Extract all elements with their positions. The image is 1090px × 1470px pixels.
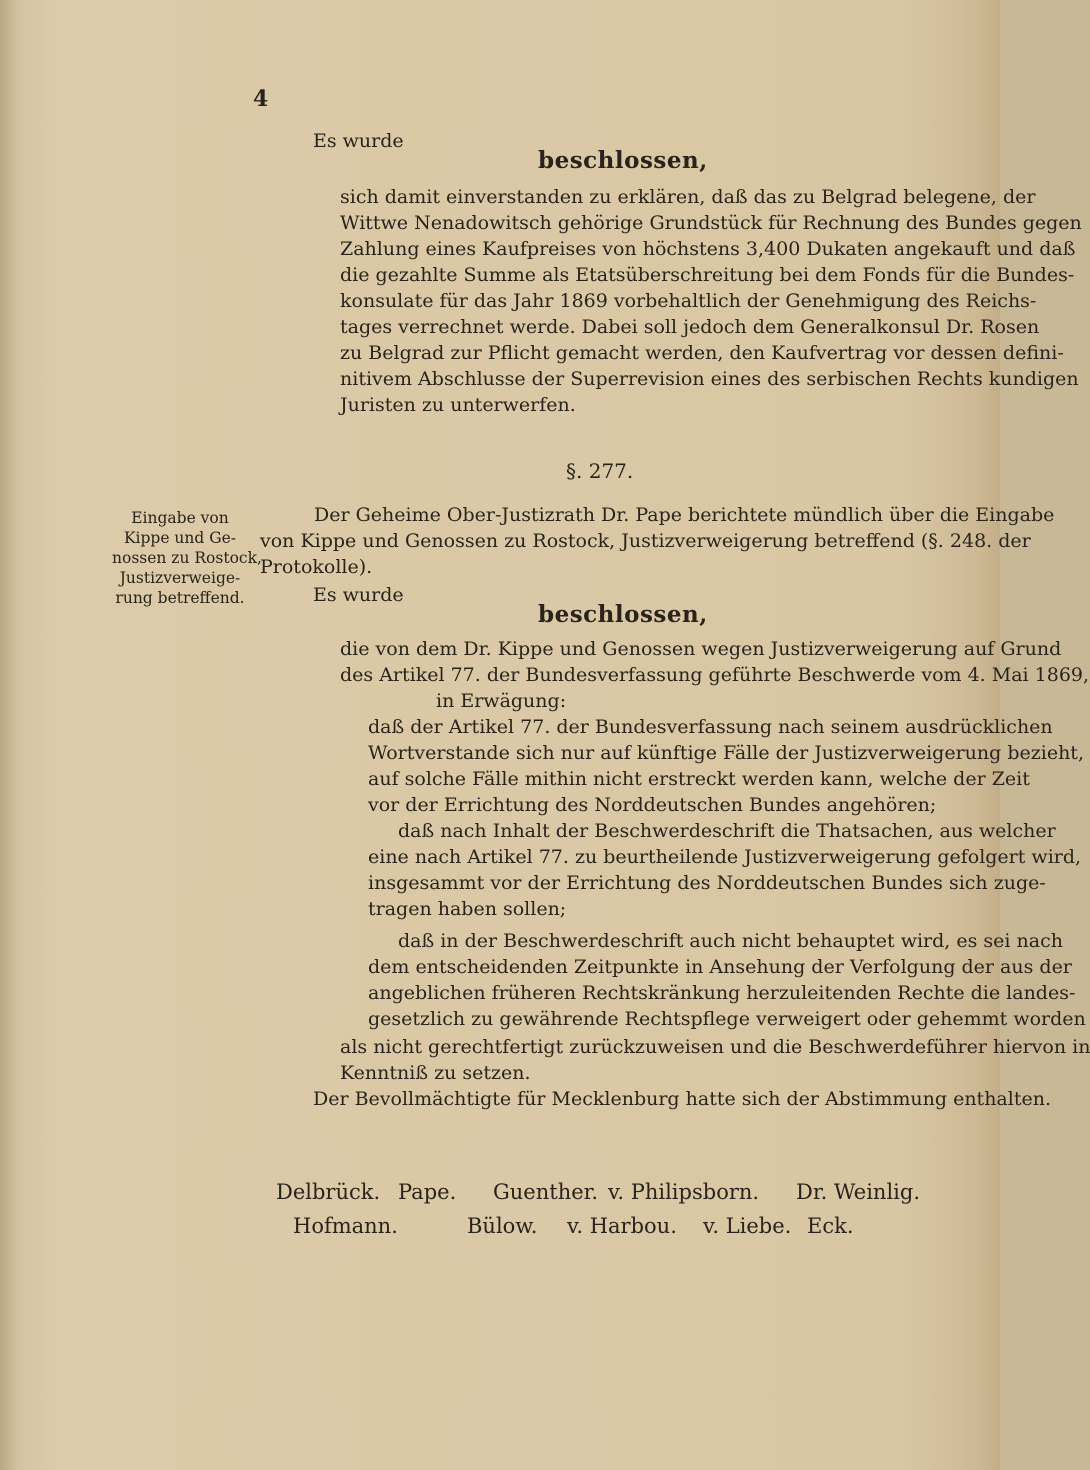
- body-line: als nicht gerechtfertigt zurückzuweisen und die Beschwerdeführer hiervon in: [340, 1036, 1090, 1058]
- body-line: die gezahlte Summe als Etatsüberschreitung bei dem Fonds für die Bundes-: [340, 264, 1075, 286]
- section1-heading: beschlossen,: [538, 147, 708, 174]
- body-line: gesetzlich zu gewährende Rechtspflege verweigert oder gehemmt worden: [368, 1008, 1086, 1030]
- body-line: Protokolle).: [260, 556, 373, 578]
- body-line: Juristen zu unterwerfen.: [340, 394, 576, 416]
- consideration-para-1: [368, 714, 1084, 818]
- signature: Eck.: [807, 1214, 854, 1238]
- section1-body: [340, 184, 1082, 418]
- body-line: die von dem Dr. Kippe und Genossen wegen Justizverweigerung auf Grund: [340, 638, 1062, 660]
- body-line: auf solche Fälle mithin nicht erstreckt werden kann, welche der Zeit: [368, 768, 1030, 790]
- signature: Pape.: [398, 1180, 457, 1204]
- body-line: Wittwe Nenadowitsch gehörige Grundstück für Rechnung des Bundes gegen: [340, 212, 1082, 234]
- signature-row-1: [0, 1180, 1000, 1210]
- decision-text: [340, 636, 1090, 688]
- body-line: nitivem Abschlusse der Superrevision eines des serbischen Rechts kundigen: [340, 368, 1079, 390]
- body-line: Der Bevollmächtigte für Mecklenburg hatte sich der Abstimmung enthalten.: [313, 1088, 1051, 1110]
- body-line: Zahlung eines Kaufpreises von höchstens 3,400 Dukaten angekauft und daß: [340, 238, 1076, 260]
- signature: Delbrück.: [276, 1180, 381, 1204]
- body-line: dem entscheidenden Zeitpunkte in Ansehung der Verfolgung der aus der: [368, 956, 1072, 978]
- consideration-para-3: [368, 928, 1086, 1032]
- signature: v. Harbou.: [567, 1214, 677, 1238]
- section-number: §. 277.: [566, 459, 634, 483]
- body-line: tages verrechnet werde. Dabei soll jedoch dem Generalkonsul Dr. Rosen: [340, 316, 1040, 338]
- section2-report: [260, 502, 1055, 580]
- section2-intro: Es wurde: [313, 584, 404, 606]
- consideration-label: in Erwägung:: [436, 690, 567, 712]
- section2-heading: beschlossen,: [538, 601, 708, 628]
- body-line: insgesammt vor der Errichtung des Norddeutschen Bundes sich zuge-: [368, 872, 1046, 894]
- signature: Guenther.: [493, 1180, 599, 1204]
- margin-note: [112, 508, 262, 608]
- consideration-para-2: [368, 818, 1082, 922]
- margin-line: Justizverweige-: [119, 569, 241, 587]
- signature-row-2: [0, 1214, 1000, 1244]
- abstention-note: [313, 1086, 1051, 1112]
- signature: Dr. Weinlig.: [796, 1180, 921, 1204]
- body-line: Kenntniß zu setzen.: [340, 1062, 531, 1084]
- body-line: angeblichen früheren Rechtskränkung herzuleitenden Rechte die landes-: [368, 982, 1076, 1004]
- body-line: eine nach Artikel 77. zu beurtheilende Justizverweigerung gefolgert wird,: [368, 846, 1082, 868]
- margin-line: Kippe und Ge-: [123, 529, 237, 547]
- body-line: zu Belgrad zur Pflicht gemacht werden, den Kaufvertrag vor dessen defini-: [340, 342, 1064, 364]
- signature: v. Philipsborn.: [608, 1180, 760, 1204]
- body-line: des Artikel 77. der Bundesverfassung geführte Beschwerde vom 4. Mai 1869,: [340, 664, 1090, 686]
- page-number: 4: [253, 86, 269, 112]
- body-line: Wortverstande sich nur auf künftige Fälle der Justizverweigerung bezieht,: [368, 742, 1084, 764]
- body-line: Der Geheime Ober-Justizrath Dr. Pape berichtete mündlich über die Eingabe: [314, 504, 1055, 526]
- body-line: daß nach Inhalt der Beschwerdeschrift die Thatsachen, aus welcher: [398, 820, 1056, 842]
- body-line: von Kippe und Genossen zu Rostock, Justizverweigerung betreffend (§. 248. der: [260, 530, 1031, 552]
- body-line: konsulate für das Jahr 1869 vorbehaltlich der Genehmigung des Reichs-: [340, 290, 1037, 312]
- conclusion-text: [340, 1034, 1090, 1086]
- signature: Hofmann.: [293, 1214, 398, 1238]
- margin-line: Eingabe von: [131, 509, 229, 527]
- body-line: daß in der Beschwerdeschrift auch nicht behauptet wird, es sei nach: [398, 930, 1063, 952]
- body-line: daß der Artikel 77. der Bundesverfassung nach seinem ausdrücklichen: [368, 716, 1053, 738]
- body-line: vor der Errichtung des Norddeutschen Bundes angehören;: [368, 794, 937, 816]
- margin-line: nossen zu Rostock,: [112, 549, 262, 567]
- signature: Bülow.: [467, 1214, 538, 1238]
- margin-line: rung betreffend.: [115, 589, 245, 607]
- body-line: sich damit einverstanden zu erklären, daß das zu Belgrad belegene, der: [340, 186, 1036, 208]
- body-line: tragen haben sollen;: [368, 898, 567, 920]
- signature: v. Liebe.: [703, 1214, 792, 1238]
- section1-intro: Es wurde: [313, 130, 404, 152]
